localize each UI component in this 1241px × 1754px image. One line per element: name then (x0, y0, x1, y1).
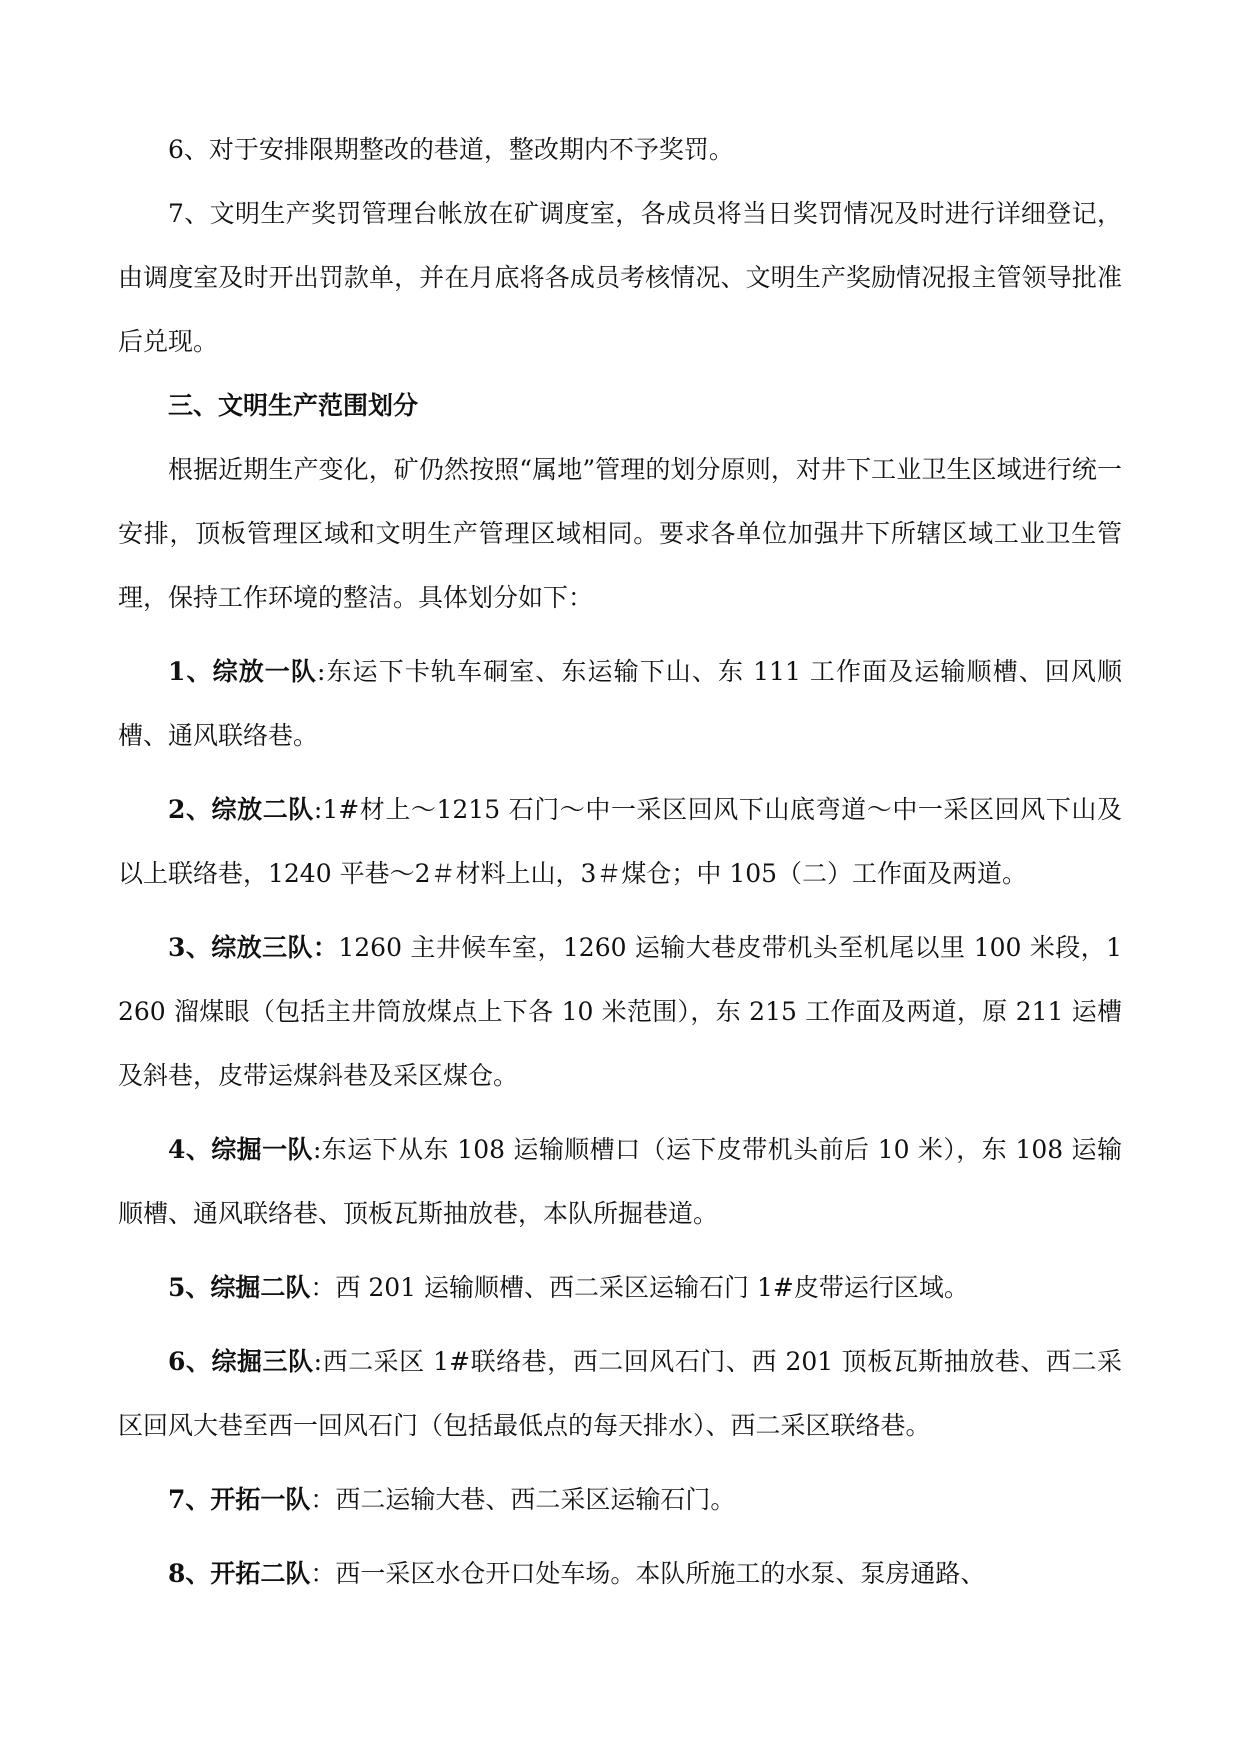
list-item (118, 1256, 1122, 1320)
item-text: 1260 主井候车室，1260 运输大巷皮带机头至机尾以里 100 米段，1260 溜煤眼（包括主井筒放煤点上下各 10 米范围），东 215 工作面及两道，原 211 运槽及斜巷，皮带运煤斜巷及采区煤仓。 (118, 933, 1122, 1090)
paragraph-rule-6 (118, 118, 1122, 182)
list-item (118, 1330, 1122, 1458)
item-lead: 6、综掘三队 (168, 1347, 314, 1376)
section-heading-text: 三、文明生产范围划分 (168, 391, 419, 420)
item-text: :西二采区 1#联络巷，西二回风石门、西 201 顶板瓦斯抽放巷、西二采区回风大巷至西一回风石门（包括最低点的每天排水）、西二采区联络巷。 (118, 1347, 1122, 1440)
item-text: :东运下从东 108 运输顺槽口（运下皮带机头前后 10 米），东 108 运输顺槽、通风联络巷、顶板瓦斯抽放巷，本队所掘巷道。 (118, 1135, 1122, 1228)
paragraph-text: 6、对于安排限期整改的巷道，整改期内不予奖罚。 (168, 135, 734, 164)
item-lead: 4、综掘一队 (168, 1135, 313, 1164)
item-lead: 3、综放三队： (168, 933, 339, 962)
item-lead: 2、综放二队 (168, 795, 314, 824)
item-lead: 8、开拓二队 (168, 1559, 311, 1588)
list-item (118, 1118, 1122, 1246)
item-text: ：西 201 运输顺槽、西二采区运输石门 1#皮带运行区域。 (310, 1273, 969, 1302)
document-body (118, 118, 1122, 1606)
paragraph-text: 7、文明生产奖罚管理台帐放在矿调度室，各成员将当日奖罚情况及时进行详细登记，由调度室及时开出罚款单，并在月底将各成员考核情况、文明生产奖励情况报主管领导批准后兑现。 (118, 199, 1122, 356)
list-item (118, 778, 1122, 906)
paragraph-text: 根据近期生产变化，矿仍然按照“属地”管理的划分原则，对井下工业卫生区域进行统一安排，顶板管理区域和文明生产管理区域相同。要求各单位加强井下所辖区域工业卫生管理，保持工作环境的整洁。具体划分如下： (118, 455, 1122, 612)
item-text: :1#材上～1215 石门～中一采区回风下山底弯道～中一采区回风下山及以上联络巷，1240 平巷～2＃材料上山，3＃煤仓；中 105（二）工作面及两道。 (118, 795, 1122, 888)
intro-paragraph (118, 438, 1122, 630)
item-text: :东运下卡轨车硐室、东运输下山、东 111 工作面及运输顺槽、回风顺槽、通风联络巷。 (118, 657, 1122, 750)
item-text: ：西二运输大巷、西二采区运输石门。 (310, 1485, 736, 1514)
section-heading (118, 374, 1122, 438)
list-item (118, 916, 1122, 1108)
list-item (118, 1542, 1122, 1606)
item-lead: 5、综掘二队 (168, 1273, 311, 1302)
list-item (118, 640, 1122, 768)
list-item (118, 1468, 1122, 1532)
item-lead: 1、综放一队 (168, 657, 317, 686)
item-text: ：西一采区水仓开口处车场。本队所施工的水泵、泵房通路、 (310, 1559, 986, 1588)
item-lead: 7、开拓一队 (168, 1485, 311, 1514)
paragraph-rule-7 (118, 182, 1122, 374)
